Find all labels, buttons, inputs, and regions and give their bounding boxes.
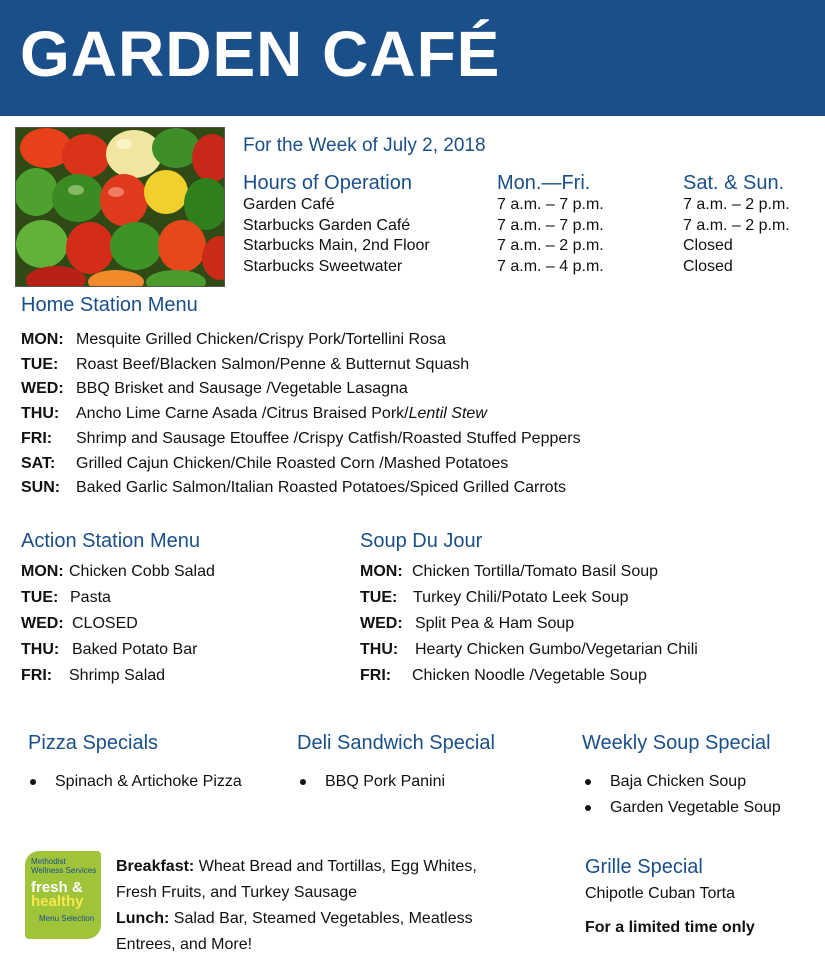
- wellness-menu-text: [116, 854, 566, 958]
- day-label: TUE:: [360, 589, 398, 606]
- breakfast-label: Breakfast:: [116, 858, 195, 875]
- home-station-item: [21, 429, 581, 449]
- lunch-text: Salad Bar, Steamed Vegetables, Meatless: [169, 910, 473, 927]
- menu-text: Chicken Tortilla/Tomato Basil Soup: [412, 563, 659, 580]
- menu-text: Grilled Cajun Chicken/Chile Roasted Corn /Mashed Potatoes: [76, 455, 509, 472]
- hours-place: Garden Café: [243, 196, 335, 213]
- weekly-soup-heading: Weekly Soup Special: [582, 732, 771, 754]
- day-label: SUN:: [21, 479, 61, 496]
- lunch-line-2: Entrees, and More!: [116, 936, 253, 953]
- hours-place: Starbucks Main, 2nd Floor: [243, 237, 430, 254]
- soup-du-jour-item: [360, 614, 574, 634]
- grille-special-heading: Grille Special: [585, 856, 703, 878]
- menu-text: Split Pea & Ham Soup: [415, 615, 575, 632]
- soup-du-jour-heading: Soup Du Jour: [360, 530, 483, 552]
- menu-text: Turkey Chili/Potato Leek Soup: [413, 589, 629, 606]
- pizza-special-item: Spinach & Artichoke Pizza: [55, 773, 242, 790]
- soup-du-jour-item: [360, 640, 698, 660]
- menu-text-italic: Lentil Stew: [408, 405, 487, 422]
- menu-text: CLOSED: [72, 615, 138, 632]
- hours-weekday: 7 a.m. – 7 p.m.: [497, 217, 604, 234]
- page-title: GARDEN CAFÉ: [20, 18, 501, 90]
- breakfast-line-2: Fresh Fruits, and Turkey Sausage: [116, 884, 357, 901]
- day-label: MON:: [360, 563, 403, 580]
- day-label: THU:: [360, 641, 399, 658]
- action-station-item: [21, 562, 215, 582]
- soup-du-jour-item: [360, 666, 647, 686]
- menu-text: Pasta: [70, 589, 111, 606]
- hours-weekend: 7 a.m. – 2 p.m.: [683, 217, 790, 234]
- action-station-item: [21, 666, 165, 686]
- hours-weekend: 7 a.m. – 2 p.m.: [683, 196, 790, 213]
- menu-text: Mesquite Grilled Chicken/Crispy Pork/Tortellini Rosa: [76, 331, 446, 348]
- menu-text: Shrimp Salad: [69, 667, 166, 684]
- soup-du-jour-item: [360, 588, 629, 608]
- logo-text: Methodist: [31, 857, 66, 866]
- menu-text: Chicken Noodle /Vegetable Soup: [412, 667, 647, 684]
- lunch-line: [116, 906, 566, 932]
- home-station-item: [21, 454, 508, 474]
- menu-text: Baked Potato Bar: [72, 641, 198, 658]
- menu-text: Ancho Lime Carne Asada /Citrus Braised Pork/: [76, 405, 409, 422]
- hours-col-weekday: Mon.—Fri.: [497, 172, 591, 194]
- day-label: THU:: [21, 405, 60, 422]
- hours-heading: Hours of Operation: [243, 172, 412, 194]
- hours-weekend: Closed: [683, 237, 733, 254]
- hours-weekday: 7 a.m. – 2 p.m.: [497, 237, 604, 254]
- logo-text: Menu Selection: [39, 914, 95, 923]
- menu-text: Hearty Chicken Gumbo/Vegetarian Chili: [415, 641, 698, 658]
- pizza-specials-heading: Pizza Specials: [28, 732, 159, 754]
- action-station-item: [21, 614, 138, 634]
- day-label: FRI:: [21, 430, 53, 447]
- hours-weekday: 7 a.m. – 4 p.m.: [497, 258, 604, 275]
- hours-col-weekend: Sat. & Sun.: [683, 172, 785, 194]
- hours-place: Starbucks Garden Café: [243, 217, 411, 234]
- grille-special-item: Chipotle Cuban Torta: [585, 885, 736, 902]
- breakfast-line: [116, 854, 566, 880]
- menu-text: Baked Garlic Salmon/Italian Roasted Potatoes/Spiced Grilled Carrots: [76, 479, 567, 496]
- grille-special-note: For a limited time only: [585, 919, 755, 936]
- fresh-healthy-logo: [25, 851, 101, 939]
- lunch-label: Lunch:: [116, 910, 170, 927]
- day-label: WED:: [21, 380, 64, 397]
- logo-text: fresh &: [31, 879, 83, 896]
- home-station-item: [21, 355, 469, 375]
- logo-text: Wellness Services: [31, 866, 97, 875]
- hours-weekend: Closed: [683, 258, 733, 275]
- day-label: FRI:: [21, 667, 53, 684]
- soup-du-jour-item: [360, 562, 658, 582]
- week-label: For the Week of July 2, 2018: [243, 135, 486, 156]
- day-label: FRI:: [360, 667, 392, 684]
- action-station-item: [21, 640, 197, 660]
- menu-text: Roast Beef/Blacken Salmon/Penne & Butternut Squash: [76, 356, 470, 373]
- day-label: SAT:: [21, 455, 56, 472]
- deli-special-item: BBQ Pork Panini: [325, 773, 446, 790]
- day-label: MON:: [21, 563, 64, 580]
- day-label: MON:: [21, 331, 64, 348]
- home-station-item: [21, 478, 566, 498]
- menu-text: Chicken Cobb Salad: [69, 563, 215, 580]
- day-label: THU:: [21, 641, 60, 658]
- day-label: WED:: [21, 615, 64, 632]
- action-station-item: [21, 588, 111, 608]
- peppers-photo: [15, 127, 225, 287]
- menu-text: Shrimp and Sausage Etouffee /Crispy Catfish/Roasted Stuffed Peppers: [76, 430, 581, 447]
- day-label: TUE:: [21, 589, 59, 606]
- home-station-item: [21, 404, 487, 424]
- home-station-heading: Home Station Menu: [21, 294, 198, 316]
- day-label: WED:: [360, 615, 403, 632]
- hours-weekday: 7 a.m. – 7 p.m.: [497, 196, 604, 213]
- menu-text: BBQ Brisket and Sausage /Vegetable Lasagna: [76, 380, 408, 397]
- home-station-item: [21, 379, 408, 399]
- hours-place: Starbucks Sweetwater: [243, 258, 403, 275]
- deli-special-heading: Deli Sandwich Special: [297, 732, 495, 754]
- breakfast-text: Wheat Bread and Tortillas, Egg Whites,: [194, 858, 477, 875]
- day-label: TUE:: [21, 356, 59, 373]
- weekly-soup-item: Baja Chicken Soup: [610, 773, 747, 790]
- action-station-heading: Action Station Menu: [21, 530, 200, 552]
- weekly-soup-item: Garden Vegetable Soup: [610, 799, 781, 816]
- home-station-item: [21, 330, 446, 350]
- logo-text: healthy: [31, 893, 84, 910]
